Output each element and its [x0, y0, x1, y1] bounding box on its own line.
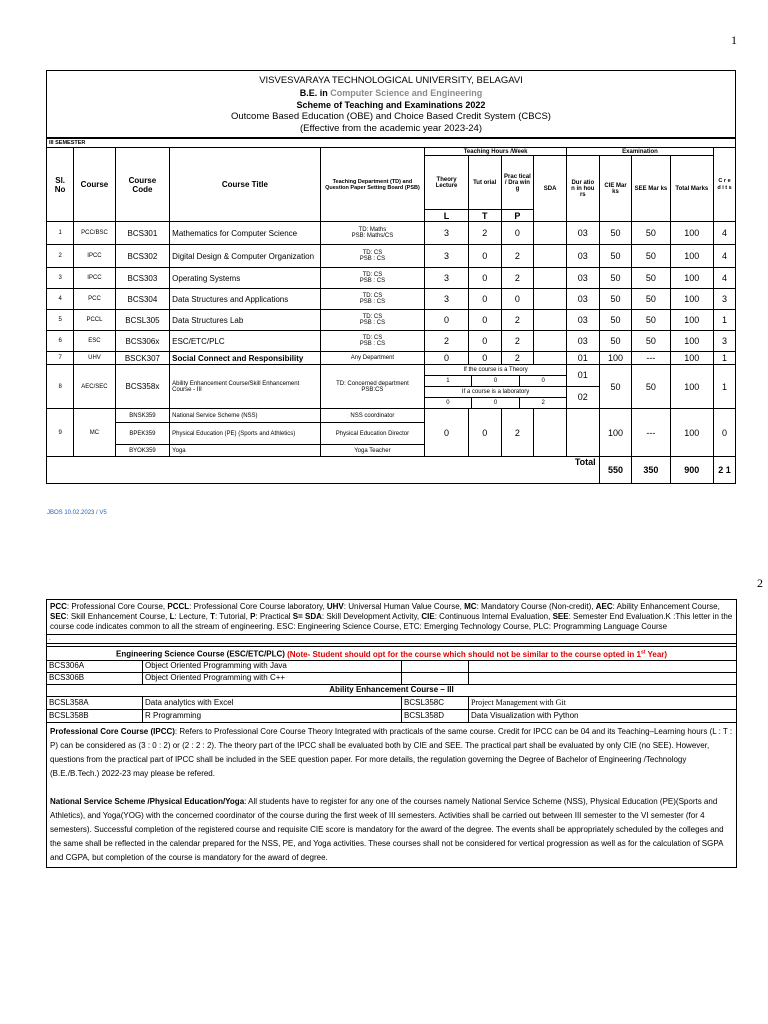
- cell-course: IPCC: [74, 268, 115, 289]
- abbrev-definition: : Universal Human Value Course,: [343, 602, 465, 611]
- system-line: Outcome Based Education (OBE) and Choice Based Credit System (CBCS): [231, 111, 551, 122]
- abbrev-term: SEE: [552, 612, 569, 621]
- abbrev-term: MC: [464, 602, 477, 611]
- col-cie: CIE Mar ks: [599, 156, 632, 222]
- cell-dur: [566, 365, 599, 409]
- cell-see: 50: [632, 245, 670, 268]
- header-box: [46, 70, 736, 138]
- cell-course: UHV: [74, 352, 115, 365]
- cell-l: 3: [425, 289, 469, 310]
- aec-heading: Ability Enhancement Course – III: [47, 684, 737, 696]
- cell-td: [320, 289, 425, 310]
- esc-code: BCS306B: [47, 672, 143, 684]
- cell-l: 2: [425, 331, 469, 352]
- cell-total: 100: [670, 268, 714, 289]
- aec-code: BCSL358C: [402, 696, 469, 709]
- aec-row: [47, 709, 737, 722]
- cell-sl: 5: [47, 310, 74, 331]
- page-number: 1: [731, 33, 737, 47]
- cell-dur: 01: [566, 352, 599, 365]
- cell-s: [534, 268, 567, 289]
- cell-t: 0: [468, 268, 501, 289]
- cell-credits: 4: [714, 268, 736, 289]
- total-cie: 550: [599, 457, 632, 484]
- aec-title: R Programming: [143, 709, 402, 722]
- cell-psb-line: PSB : CS: [359, 320, 386, 326]
- cell-see: 50: [632, 310, 670, 331]
- cell-sl: 2: [47, 245, 74, 268]
- cell-code: BPEK359: [115, 423, 170, 445]
- cell-td: Any Department: [320, 352, 425, 365]
- cell-title: Social Connect and Responsibility: [170, 352, 320, 365]
- cell-td: [320, 222, 425, 245]
- cell-total: 100: [670, 409, 714, 457]
- cell-t: 2: [468, 222, 501, 245]
- document-header: [47, 71, 735, 135]
- theory-t: 0: [471, 375, 520, 386]
- abbrev-term: P: [250, 612, 256, 621]
- cell-credits: 1: [714, 310, 736, 331]
- cell-td-line: TD: CS: [362, 314, 383, 320]
- cell-credits: 3: [714, 331, 736, 352]
- esc-note-text: (Note- Student should opt for the course which should not be similar to the course opted in 1: [287, 649, 641, 659]
- cell-s: [534, 310, 567, 331]
- cell-td-line: TD: CS: [362, 272, 383, 278]
- cell-psb-line: PSB : CS: [359, 278, 386, 284]
- cell-see: 50: [632, 222, 670, 245]
- cell-title: Mathematics for Computer Science: [170, 222, 320, 245]
- cell-sl: 3: [47, 268, 74, 289]
- abbrev-term: UHV: [326, 602, 344, 611]
- abbrev-definition: : Professional Core Course,: [66, 602, 168, 611]
- col-credits: C r e d i t s: [714, 148, 736, 222]
- cell-credits: 1: [714, 352, 736, 365]
- cell-dur: 03: [566, 222, 599, 245]
- cell-td: Physical Education Director: [320, 423, 425, 445]
- abbrev-definition: : Mandatory Course (Non-credit),: [476, 602, 596, 611]
- total-marks: 900: [670, 457, 714, 484]
- cell-code: BCS306x: [115, 331, 170, 352]
- col-course: Course: [74, 148, 115, 222]
- abbrev-term: AEC: [595, 602, 613, 611]
- cell-dur: 03: [566, 268, 599, 289]
- total-credits: 2 1: [714, 457, 736, 484]
- cell-t: 0: [468, 245, 501, 268]
- cell-total: 100: [670, 331, 714, 352]
- cell-p: 2: [501, 310, 534, 331]
- aec-title: Data Visualization with Python: [469, 709, 737, 722]
- aec-code: BCSL358D: [402, 709, 469, 722]
- cell-code: BNSK359: [115, 409, 170, 423]
- abbrev-definition: : Professional Core Course laboratory,: [189, 602, 327, 611]
- cell-p: 2: [501, 331, 534, 352]
- cell-td: [320, 331, 425, 352]
- cell-title: Data Structures and Applications: [170, 289, 320, 310]
- cell-p: 2: [501, 352, 534, 365]
- cell-title: ESC/ETC/PLC: [170, 331, 320, 352]
- cell-code: BCS358x: [115, 365, 170, 409]
- col-examination: Examination: [566, 148, 713, 156]
- esc-title: Object Oriented Programming with C++: [143, 672, 402, 684]
- cell-see: 50: [632, 289, 670, 310]
- cell-cie: 50: [599, 245, 632, 268]
- table-row-mc: [47, 409, 736, 423]
- cell-code: BYOK359: [115, 445, 170, 457]
- cell-cie: 100: [599, 352, 632, 365]
- cell-psb-line: PSB : CS: [359, 256, 386, 262]
- cell-td: [320, 365, 425, 409]
- cell-psb-line: PSB:CS: [361, 386, 384, 393]
- abbrev-definition: : Skill Development Activity,: [321, 612, 422, 621]
- cell-see: 50: [632, 365, 670, 409]
- cell-total: 100: [670, 365, 714, 409]
- cell-psb-line: PSB: Maths/CS: [351, 233, 394, 239]
- scheme-table: [46, 138, 736, 484]
- esc-heading-row: [47, 647, 737, 661]
- cell-p: 0: [501, 222, 534, 245]
- total-label: Total: [47, 457, 600, 484]
- cell-title: Physical Education (PE) (Sports and Athletics): [170, 423, 320, 445]
- col-teaching-hours: Teaching Hours /Week: [425, 148, 567, 156]
- cell-course: AEC/SEC: [74, 365, 115, 409]
- scheme-title: Scheme of Teaching and Examinations 2022: [296, 100, 486, 110]
- theory-l: 1: [425, 375, 471, 386]
- cell-total: 100: [670, 289, 714, 310]
- cell-s: [534, 331, 567, 352]
- cell-l: 0: [425, 352, 469, 365]
- university-name: VISVESVARAYA TECHNOLOGICAL UNIVERSITY, BELAGAVI: [259, 75, 523, 86]
- abbrev-definition: : Semester End Evaluation.K :This letter in the course code indicates common to all the stream of engineering. ESC: Engineering Science Course, ETC: Emerging Technology Course, PLC: Programming Language Course: [50, 612, 733, 631]
- cell-psb-line: PSB : CS: [359, 341, 386, 347]
- cell-credits: 0: [714, 409, 736, 457]
- col-tutorial: Tut orial: [468, 156, 501, 210]
- abbrev-definition: : Lecture,: [174, 612, 211, 621]
- table-row: [47, 245, 736, 268]
- nss-text: : All students have to register for any one of the courses namely National Service Scheme (NSS), Physical Education (PE)(Sports and Athletics), and Yoga(YOG) with the concerned coordinator of the course during the first week of III semesters. Activities shall be carried out between III semester to the VI semester (for 4 semesters). Successful completion of the registered course and requisite CIE score is mandatory for the award of the degree. The events shall be appropriately scheduled by the colleges and the same shall be reflected in the calendar prepared for the NSS, PE, and Yoga activities. These courses shall not be considered for vertical progression as well as for the calculation of SGPA and CGPA, but completion of the course is mandatory for the award of degree.: [50, 796, 724, 862]
- esc-note-sup: st: [640, 649, 646, 655]
- cell-t: 0: [468, 409, 501, 457]
- cell-title: Operating Systems: [170, 268, 320, 289]
- col-t: T: [468, 210, 501, 222]
- cell-cie: 100: [599, 409, 632, 457]
- cell-title: Yoga: [170, 445, 320, 457]
- aec-code: BCSL358A: [47, 696, 143, 709]
- cell-code: BCS303: [115, 268, 170, 289]
- esc-empty: [402, 672, 469, 684]
- esc-empty: [469, 660, 737, 672]
- abbrev-term: S= SDA: [292, 612, 322, 621]
- table-row: [47, 352, 736, 365]
- cell-title: Ability Enhancement Course/Skill Enhancement Course - III: [170, 365, 320, 409]
- abbrev-definition: : Skill Enhancement Course,: [66, 612, 170, 621]
- esc-row: [47, 660, 737, 672]
- cell-l: 0: [425, 409, 469, 457]
- aec-code: BCSL358B: [47, 709, 143, 722]
- table-row-aec: [47, 365, 736, 409]
- ipcc-label: Professional Core Course (IPCC): [50, 726, 175, 736]
- cell-see: ---: [632, 409, 670, 457]
- lab-t: 0: [471, 398, 520, 408]
- cell-title: National Service Scheme (NSS): [170, 409, 320, 423]
- cell-p: 2: [501, 268, 534, 289]
- lab-p: 2: [520, 398, 566, 408]
- esc-empty: [469, 672, 737, 684]
- col-sl-no: Sl. No: [47, 148, 74, 222]
- cell-sl: 7: [47, 352, 74, 365]
- cell-course: PCCL: [74, 310, 115, 331]
- abbrev-term: SEC: [50, 612, 67, 621]
- cell-ltp-options: [425, 365, 567, 409]
- cell-td: [320, 310, 425, 331]
- col-p: P: [501, 210, 534, 222]
- cell-s: [534, 289, 567, 310]
- ipcc-text: : Refers to Professional Core Course Theory Integrated with practicals of the same course. Credit for IPCC can be 04 and its Teaching–Learning hours (L : T : P) can be considered as (3 : 0 : 2) or (2 : 2 : 2). The theory part of the IPCC shall be evaluated both by CIE and SEE. The practical part shall be evaluated by only CIE (no SEE). However, questions from the practical part of IPCC shall be included in the SEE question paper. For more details, the regulation governing the Degree of Bachelor of Engineering /Technology (B.E./B.Tech.) 2022-23 may please be refered.: [50, 726, 733, 778]
- cell-td-line: TD: CS: [362, 293, 383, 299]
- cell-cie: 50: [599, 289, 632, 310]
- cell-title: Digital Design & Computer Organization: [170, 245, 320, 268]
- cell-t: 0: [468, 289, 501, 310]
- cell-total: 100: [670, 352, 714, 365]
- cell-t: 0: [468, 331, 501, 352]
- dur-theory: 01: [567, 365, 599, 387]
- cell-td-line: TD: Concerned department: [336, 380, 409, 387]
- cell-td-line: TD: Maths: [358, 227, 387, 233]
- cell-see: ---: [632, 352, 670, 365]
- cell-p: 0: [501, 289, 534, 310]
- col-duration: Dur atio n in hou rs: [566, 156, 599, 222]
- cell-cie: 50: [599, 331, 632, 352]
- cell-td: [320, 268, 425, 289]
- cell-total: 100: [670, 222, 714, 245]
- cell-sl: 6: [47, 331, 74, 352]
- cell-see: 50: [632, 331, 670, 352]
- cell-code: BCSL305: [115, 310, 170, 331]
- nss-label: National Service Scheme /Physical Education/Yoga: [50, 796, 245, 806]
- abbrev-term: T: [210, 612, 215, 621]
- cell-s: [534, 222, 567, 245]
- lab-l: 0: [425, 398, 471, 408]
- cell-cie: 50: [599, 310, 632, 331]
- total-see: 350: [632, 457, 670, 484]
- cell-sl: 8: [47, 365, 74, 409]
- cell-s: [534, 409, 567, 457]
- cell-code: BCS302: [115, 245, 170, 268]
- col-course-title: Course Title: [170, 148, 320, 222]
- cell-course: MC: [74, 409, 115, 457]
- cell-dur: 03: [566, 310, 599, 331]
- abbrev-definition: : Ability Enhancement Course,: [612, 602, 720, 611]
- abbrev-term: PCCL: [167, 602, 190, 611]
- cell-title: Data Structures Lab: [170, 310, 320, 331]
- cell-course: PCC/BSC: [74, 222, 115, 245]
- table-row: [47, 310, 736, 331]
- cell-dur: 03: [566, 331, 599, 352]
- cell-sl: 4: [47, 289, 74, 310]
- cell-l: 0: [425, 310, 469, 331]
- cell-code: BSCK307: [115, 352, 170, 365]
- cell-credits: 4: [714, 222, 736, 245]
- abbrev-term: PCC: [50, 602, 67, 611]
- cell-s: [534, 245, 567, 268]
- dot-row: .: [47, 635, 737, 644]
- cell-course: PCC: [74, 289, 115, 310]
- cell-total: 100: [670, 310, 714, 331]
- semester-label: III SEMESTER: [47, 139, 736, 148]
- cell-sl: 1: [47, 222, 74, 245]
- esc-heading: Engineering Science Course (ESC/ETC/PLC): [115, 649, 285, 659]
- cell-code: BCS304: [115, 289, 170, 310]
- esc-note: [287, 650, 667, 659]
- table-row: [47, 331, 736, 352]
- aec-title: Project Management with Git: [469, 696, 737, 709]
- col-course-code: Course Code: [115, 148, 170, 222]
- abbrev-term: L: [169, 612, 175, 621]
- page-number: 2: [757, 576, 763, 590]
- cell-s: [534, 352, 567, 365]
- ipcc-paragraph: [47, 722, 737, 867]
- degree-branch: Computer Science and Engineering: [330, 88, 483, 98]
- esc-row: [47, 672, 737, 684]
- degree-line: [47, 87, 735, 99]
- col-teaching-dept: Teaching Department (TD) and Question Paper Setting Board (PSB): [320, 148, 425, 222]
- cell-td: NSS coordinator: [320, 409, 425, 423]
- theory-note: If the course is a Theory: [425, 365, 566, 375]
- cell-course: ESC: [74, 331, 115, 352]
- cell-see: 50: [632, 268, 670, 289]
- cell-t: 0: [468, 310, 501, 331]
- degree-prefix: B.E. in: [299, 88, 328, 98]
- table-row: [47, 268, 736, 289]
- col-practical: Prac tical / Dra win g: [501, 156, 534, 210]
- effective-line: (Effective from the academic year 2023-24): [300, 123, 482, 134]
- cell-psb-line: PSB : CS: [359, 299, 386, 305]
- cell-p: 2: [501, 245, 534, 268]
- cell-td-line: TD: CS: [362, 250, 383, 256]
- abbreviations: [47, 600, 737, 635]
- cell-cie: 50: [599, 222, 632, 245]
- col-see: SEE Mar ks: [632, 156, 670, 222]
- abbrev-definition: : Practical: [255, 612, 293, 621]
- abbrev-term: CIE: [421, 612, 435, 621]
- cell-total: 100: [670, 245, 714, 268]
- cell-p: 2: [501, 409, 534, 457]
- dur-lab: 02: [577, 392, 588, 402]
- cell-sl: 9: [47, 409, 74, 457]
- cell-cie: 50: [599, 268, 632, 289]
- cell-credits: 3: [714, 289, 736, 310]
- cell-td-line: TD: CS: [362, 335, 383, 341]
- cell-code: BCS301: [115, 222, 170, 245]
- col-total-marks: Total Marks: [670, 156, 714, 222]
- cell-t: 0: [468, 352, 501, 365]
- table-row: [47, 289, 736, 310]
- notes-table: [46, 599, 737, 868]
- cell-course: IPCC: [74, 245, 115, 268]
- cell-td: [320, 245, 425, 268]
- cell-l: 3: [425, 245, 469, 268]
- table-row: [47, 222, 736, 245]
- cell-credits: 4: [714, 245, 736, 268]
- theory-p: 0: [520, 375, 566, 386]
- col-l: L: [425, 210, 469, 222]
- esc-note-end: Year): [645, 649, 668, 659]
- cell-l: 3: [425, 222, 469, 245]
- aec-title: Data analytics with Excel: [143, 696, 402, 709]
- totals-row: [47, 457, 736, 484]
- esc-title: Object Oriented Programming with Java: [143, 660, 402, 672]
- aec-row: [47, 696, 737, 709]
- footer-note: JBOS 10.02.2023 / V5: [47, 510, 107, 516]
- abbrev-definition: : Tutorial,: [214, 612, 251, 621]
- cell-l: 3: [425, 268, 469, 289]
- col-sda: SDA: [534, 156, 567, 222]
- cell-dur: [566, 409, 599, 457]
- lab-note: If a course is a laboratory: [425, 386, 566, 397]
- cell-td: Yoga Teacher: [320, 445, 425, 457]
- abbrev-definition: : Continuous Internal Evaluation,: [434, 612, 553, 621]
- esc-code: BCS306A: [47, 660, 143, 672]
- cell-dur: 03: [566, 289, 599, 310]
- esc-empty: [402, 660, 469, 672]
- paragraph-gap: [50, 781, 733, 795]
- cell-dur: 03: [566, 245, 599, 268]
- col-theory: Theory Lecture: [425, 156, 469, 210]
- cell-credits: 1: [714, 365, 736, 409]
- cell-cie: 50: [599, 365, 632, 409]
